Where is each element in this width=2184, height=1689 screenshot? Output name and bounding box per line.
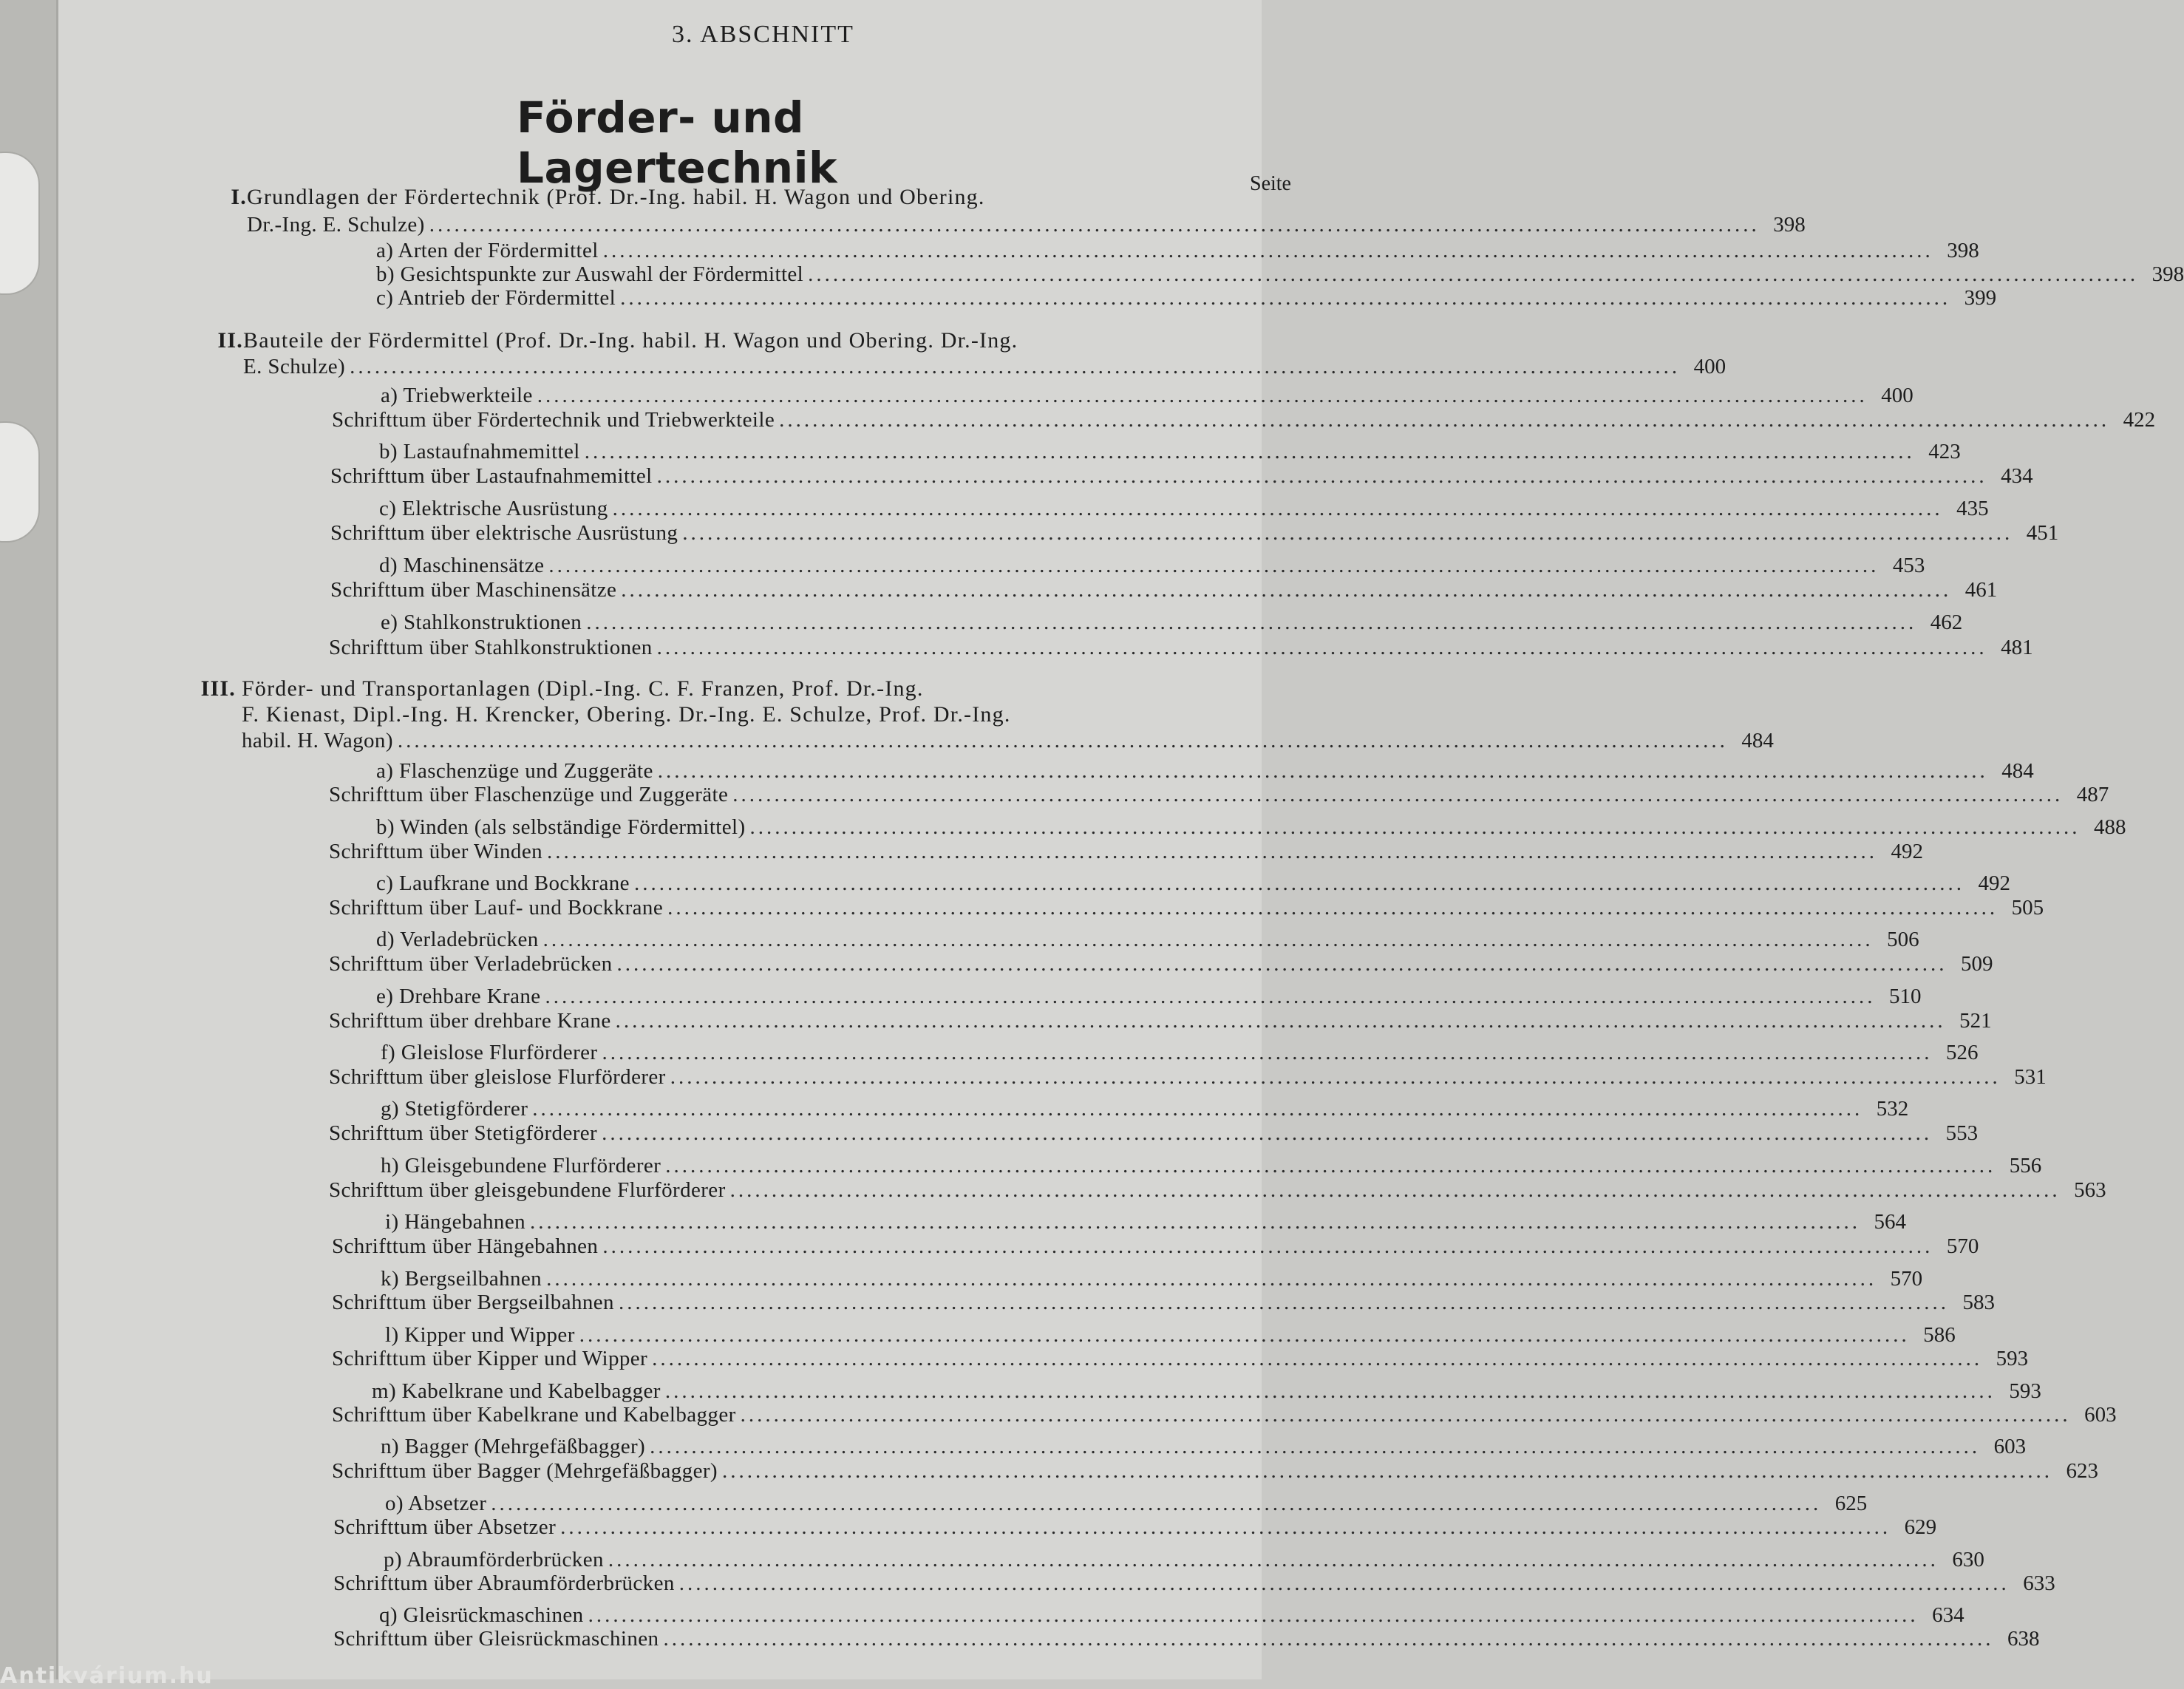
entry-label: c) Elektrische Ausrüstung (379, 497, 608, 520)
entry-label: Schrifttum über Winden (329, 840, 542, 863)
leader-dots: ................................................................................................................................................................ (548, 554, 1879, 577)
toc-entry (329, 782, 2109, 807)
entry-label: e) Drehbare Krane (376, 985, 541, 1008)
leader-dots: ................................................................................................................................................................ (665, 1154, 1996, 1177)
toc-entry (381, 1153, 2042, 1178)
entry-label: c) Antrieb der Fördermittel (376, 286, 616, 310)
part-number: II. (217, 328, 243, 353)
entry-label: Schrifttum über gleisgebundene Flurförderer (329, 1178, 726, 1202)
toc-entry (332, 1346, 2029, 1371)
leader-dots: ................................................................................................................................................................ (740, 1403, 2071, 1427)
page-number: 487 (2076, 783, 2109, 806)
page-number: 422 (2123, 408, 2156, 432)
page-number: 603 (1993, 1435, 2027, 1458)
leader-dots: ................................................................................................................................................................ (579, 1323, 1910, 1347)
entry-label: e) Stahlkonstruktionen (381, 611, 582, 634)
toc-entry (381, 383, 1913, 408)
toc-entry (385, 1209, 1906, 1234)
page-number: 633 (2023, 1571, 2055, 1595)
page-number: 488 (2094, 815, 2126, 839)
toc-entry (329, 635, 2033, 660)
page-number: 629 (1904, 1515, 1937, 1539)
entry-label: Schrifttum über Abraumförderbrücken (333, 1571, 675, 1595)
page-number: 492 (1978, 871, 2010, 895)
entry-label: m) Kabelkrane und Kabelbagger (372, 1379, 661, 1403)
leader-dots: ................................................................................................................................................................ (667, 896, 1998, 920)
entry-label: Schrifttum über Absetzer (333, 1515, 557, 1539)
leader-dots: ................................................................................................................................................................ (616, 952, 1947, 976)
toc-entry (329, 839, 1923, 864)
page-number: 532 (1876, 1097, 1909, 1121)
toc-entry (376, 758, 2034, 784)
section-label: 3. ABSCHNITT (672, 21, 854, 48)
leader-dots: ................................................................................................................................................................ (729, 1178, 2061, 1202)
toc-entry (372, 1379, 2041, 1404)
leader-dots: ................................................................................................................................................................ (350, 355, 1681, 378)
leader-dots: ................................................................................................................................................................ (602, 239, 1933, 262)
leader-dots: ................................................................................................................................................................ (602, 1121, 1933, 1145)
toc-entry (332, 1402, 2117, 1427)
toc-entry (379, 1603, 1964, 1628)
entry-label: a) Flaschenzüge und Zuggeräte (376, 759, 653, 783)
toc-entry (330, 520, 2059, 546)
page-number: 492 (1891, 840, 1923, 863)
toc-entry (381, 1266, 1923, 1291)
entry-label: Schrifttum über Bergseilbahnen (332, 1291, 614, 1314)
page-number: 583 (1962, 1291, 1995, 1314)
leader-dots: ................................................................................................................................................................ (656, 636, 1987, 659)
entry-label: g) Stetigförderer (381, 1097, 528, 1121)
leader-dots: ................................................................................................................................................................ (678, 1571, 2010, 1595)
binder-tab (0, 421, 40, 543)
page-number: 398 (2151, 262, 2184, 286)
toc-entry (329, 895, 2044, 920)
entry-label: o) Absetzer (385, 1492, 487, 1515)
entry-label: Schrifttum über Stetigförderer (329, 1121, 598, 1145)
page-number: 526 (1945, 1041, 1979, 1064)
toc-entry (332, 1290, 1995, 1315)
entry-label: Schrifttum über gleislose Flurförderer (329, 1065, 666, 1089)
page-number: 593 (1996, 1347, 2029, 1370)
page-number: 400 (1881, 384, 1913, 407)
entry-label: b) Gesichtspunkte zur Auswahl der Fördermittel (376, 262, 804, 286)
toc-entry (332, 1234, 1979, 1259)
toc-entry (381, 610, 1963, 635)
leader-dots: ................................................................................................................................................................ (491, 1492, 1822, 1515)
entry-label: b) Winden (als selbständige Fördermittel) (376, 815, 746, 839)
entry-label: p) Abraumförderbrücken (384, 1548, 604, 1571)
entry-label: q) Gleisrückmaschinen (379, 1603, 584, 1627)
toc-entry (332, 1458, 2098, 1484)
toc-line (242, 728, 1774, 753)
leader-dots: ................................................................................................................................................................ (721, 1459, 2052, 1483)
leader-dots: ................................................................................................................................................................ (608, 1548, 1939, 1571)
entry-label: l) Kipper und Wipper (385, 1323, 575, 1347)
toc-entry (376, 927, 1919, 952)
toc-entry (384, 1547, 1984, 1572)
part-heading-line: Förder- und Transportanlagen (Dipl.-Ing. C. F. Franzen, Prof. Dr.-Ing. (242, 676, 924, 701)
leader-dots: ................................................................................................................................................................ (584, 440, 1915, 463)
leader-dots: ................................................................................................................................................................ (664, 1379, 1996, 1403)
leader-dots: ................................................................................................................................................................ (657, 759, 1988, 783)
toc-entry (333, 1626, 2040, 1651)
page-number: 564 (1874, 1210, 1906, 1234)
page-title: Förder- und Lagertechnik (517, 92, 838, 193)
page-number: 451 (2026, 521, 2059, 545)
leader-dots: ................................................................................................................................................................ (650, 1435, 1981, 1458)
toc-entry (332, 407, 2156, 432)
toc-line (243, 354, 1727, 379)
page-number: 398 (1773, 213, 1806, 237)
leader-dots: ................................................................................................................................................................ (537, 384, 1868, 407)
binder-tab (0, 152, 40, 295)
toc-entry (385, 1322, 1956, 1348)
toc-entry (330, 577, 1998, 602)
entry-label: Schrifttum über Flaschenzüge und Zuggeräte (329, 783, 729, 806)
leader-dots: ................................................................................................................................................................ (682, 521, 2013, 545)
toc-entry (381, 1040, 1979, 1065)
entry-label: c) Laufkrane und Bockkrane (376, 871, 630, 895)
leader-dots: ................................................................................................................................................................ (621, 578, 1952, 602)
toc-entry (330, 463, 2033, 489)
leader-dots: ................................................................................................................................................................ (652, 1347, 1983, 1370)
page-number: 638 (2007, 1627, 2040, 1651)
entry-label: Schrifttum über Fördertechnik und Triebwerkteile (332, 408, 775, 432)
part-heading (231, 185, 985, 210)
part-heading (217, 328, 1018, 353)
page-number: 603 (2084, 1403, 2117, 1427)
part-number: III. (200, 676, 236, 701)
leader-dots: ................................................................................................................................................................ (670, 1065, 2001, 1089)
toc-entry (381, 1096, 1909, 1121)
entry-label: Schrifttum über Lastaufnahmemittel (330, 464, 653, 488)
entry-label: Schrifttum über Verladebrücken (329, 952, 613, 976)
page-number: 506 (1887, 928, 1919, 951)
entry-label: Schrifttum über Stahlkonstruktionen (329, 636, 653, 659)
entry-label: a) Arten der Fördermittel (376, 239, 599, 262)
page-number: 570 (1946, 1234, 1979, 1258)
page-number: 586 (1923, 1323, 1956, 1347)
toc-entry (333, 1571, 2055, 1596)
entry-label: Schrifttum über Gleisrückmaschinen (333, 1627, 659, 1651)
leader-dots: ................................................................................................................................................................ (602, 1234, 1933, 1258)
leader-dots: ................................................................................................................................................................ (732, 783, 2064, 806)
entry-label: n) Bagger (Mehrgefäßbagger) (381, 1435, 646, 1458)
entry-label: Schrifttum über Lauf- und Bockkrane (329, 896, 664, 920)
part-number: I. (231, 185, 247, 209)
leader-dots: ................................................................................................................................................................ (547, 840, 1877, 863)
toc-entry (329, 1177, 2106, 1203)
entry-label: d) Maschinensätze (379, 554, 545, 577)
page-number: 484 (1741, 729, 1774, 752)
page-number: 423 (1928, 440, 1961, 463)
toc-entry (329, 1008, 1992, 1033)
leader-dots: ................................................................................................................................................................ (429, 213, 1760, 237)
page-number: 563 (2074, 1178, 2106, 1202)
part-heading-line (242, 702, 1011, 727)
toc-entry (329, 1121, 1979, 1146)
leader-dots: ................................................................................................................................................................ (633, 871, 1964, 895)
entry-label: k) Bergseilbahnen (381, 1267, 542, 1291)
leader-dots: ................................................................................................................................................................ (615, 1009, 1946, 1033)
entry-label: Schrifttum über Kabelkrane und Kabelbagger (332, 1403, 736, 1427)
entry-label: b) Lastaufnahmemittel (379, 440, 580, 463)
toc-line (247, 212, 1806, 237)
page-number: 434 (2001, 464, 2033, 488)
entry-label: Schrifttum über Bagger (Mehrgefäßbagger) (332, 1459, 718, 1483)
entry-label: d) Verladebrücken (376, 928, 539, 951)
toc-entry (379, 496, 1989, 521)
toc-entry (385, 1491, 1868, 1516)
page-number: 630 (1952, 1548, 1984, 1571)
entry-label: Schrifttum über Maschinensätze (330, 578, 617, 602)
toc-entry (329, 1064, 2047, 1090)
seite-column-header: Seite (1250, 172, 1291, 195)
page-edge (0, 0, 59, 1679)
leader-dots: ................................................................................................................................................................ (656, 464, 1987, 488)
page-number: 481 (2001, 636, 2033, 659)
leader-dots: ................................................................................................................................................................ (808, 262, 2139, 286)
entry-label: a) Triebwerkteile (381, 384, 533, 407)
toc-entry (376, 285, 1997, 310)
entry-label: Schrifttum über elektrische Ausrüstung (330, 521, 678, 545)
toc-entry (329, 951, 1993, 976)
entry-label: Schrifttum über Kipper und Wipper (332, 1347, 648, 1370)
toc-entry (376, 262, 2184, 287)
page-number: 398 (1947, 239, 1979, 262)
part-heading-line: habil. H. Wagon) (242, 729, 393, 752)
page-number: 634 (1932, 1603, 1964, 1627)
page-number: 399 (1964, 286, 1997, 310)
leader-dots: ................................................................................................................................................................ (560, 1515, 1891, 1539)
toc-entry (376, 871, 2010, 896)
watermark: Antikvárium.hu (0, 1663, 214, 1689)
page-number: 400 (1693, 355, 1727, 378)
leader-dots: ................................................................................................................................................................ (530, 1210, 1860, 1234)
entry-label: i) Hängebahnen (385, 1210, 525, 1234)
toc-entry (376, 815, 2126, 840)
leader-dots: ................................................................................................................................................................ (586, 611, 1917, 634)
toc-entry (379, 553, 1925, 578)
entry-label: h) Gleisgebundene Flurförderer (381, 1154, 661, 1177)
page-number: 461 (1964, 578, 1998, 602)
leader-dots: ................................................................................................................................................................ (663, 1627, 1994, 1651)
page-number: 462 (1930, 611, 1963, 634)
leader-dots: ................................................................................................................................................................ (749, 815, 2081, 839)
leader-dots: ................................................................................................................................................................ (588, 1603, 1919, 1627)
page-number: 556 (2009, 1154, 2042, 1177)
toc-page (56, 0, 2184, 1679)
leader-dots: ................................................................................................................................................................ (779, 408, 2110, 432)
page-number: 435 (1956, 497, 1989, 520)
leader-dots: ................................................................................................................................................................ (612, 497, 1943, 520)
leader-dots: ................................................................................................................................................................ (620, 286, 1951, 310)
toc-entry (376, 984, 1922, 1009)
part-heading (200, 676, 924, 701)
page-number: 570 (1890, 1267, 1923, 1291)
page-number: 531 (2014, 1065, 2047, 1089)
page-number: 625 (1834, 1492, 1868, 1515)
part-heading-line: E. Schulze) (243, 355, 346, 378)
entry-label: Schrifttum über Hängebahnen (332, 1234, 599, 1258)
page-number: 453 (1892, 554, 1925, 577)
leader-dots: ................................................................................................................................................................ (532, 1097, 1863, 1121)
page-number: 505 (2011, 896, 2044, 920)
page-number: 484 (2001, 759, 2034, 783)
leader-dots: ................................................................................................................................................................ (545, 985, 1876, 1008)
part-heading-line: Bauteile der Fördermittel (Prof. Dr.-Ing. habil. H. Wagon und Obering. Dr.-Ing. (243, 328, 1018, 353)
leader-dots: ................................................................................................................................................................ (546, 1267, 1877, 1291)
toc-entry (379, 439, 1961, 464)
page-number: 509 (1961, 952, 1993, 976)
page-number: 593 (2009, 1379, 2041, 1403)
page-number: 510 (1889, 985, 1922, 1008)
page-number: 521 (1959, 1009, 1992, 1033)
part-heading-line: Dr.-Ing. E. Schulze) (247, 213, 425, 237)
page-number: 553 (1945, 1121, 1979, 1145)
part-heading-line: F. Kienast, Dipl.-Ing. H. Krencker, Obering. Dr.-Ing. E. Schulze, Prof. Dr.-Ing. (242, 702, 1011, 727)
leader-dots: ................................................................................................................................................................ (397, 729, 1728, 752)
toc-entry (376, 238, 1979, 263)
toc-entry (333, 1515, 1937, 1540)
page-number: 623 (2066, 1459, 2098, 1483)
toc-entry (381, 1434, 2027, 1459)
part-heading-line: Grundlagen der Fördertechnik (Prof. Dr.-Ing. habil. H. Wagon und Obering. (247, 185, 985, 209)
leader-dots: ................................................................................................................................................................ (542, 928, 1874, 951)
leader-dots: ................................................................................................................................................................ (618, 1291, 1949, 1314)
entry-label: Schrifttum über drehbare Krane (329, 1009, 611, 1033)
leader-dots: ................................................................................................................................................................ (602, 1041, 1933, 1064)
entry-label: f) Gleislose Flurförderer (381, 1041, 598, 1064)
